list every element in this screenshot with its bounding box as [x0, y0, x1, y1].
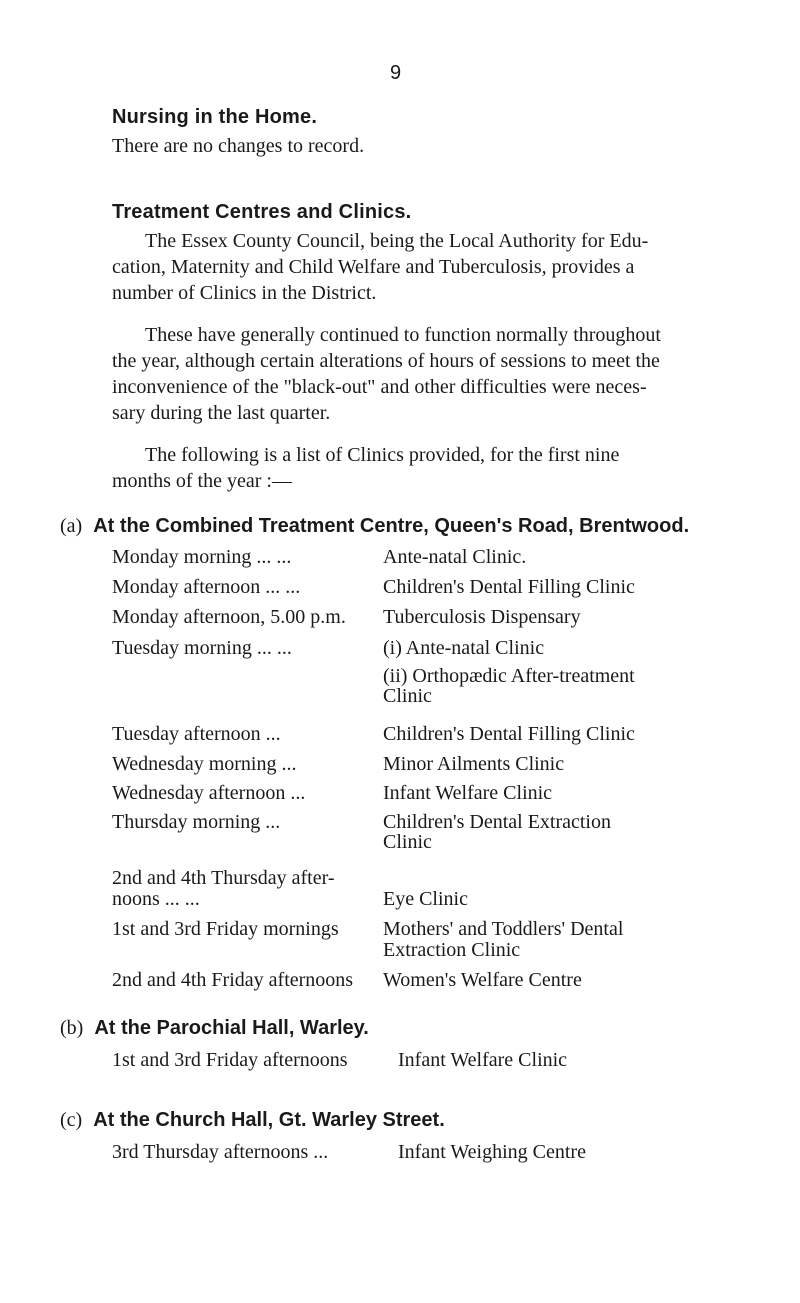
text-line: sary during the last quarter. [112, 402, 331, 424]
text-line: These have generally continued to function normally throughout [145, 324, 661, 346]
treatment-para-3 [112, 442, 717, 494]
schedule-clinic: Mothers' and Toddlers' Dental [383, 918, 624, 940]
nursing-text: There are no changes to record. [112, 135, 365, 157]
schedule-day: Monday afternoon ... ... [112, 576, 301, 598]
schedule-clinic: Children's Dental Extraction [383, 811, 611, 833]
schedule-clinic: Extraction Clinic [383, 939, 521, 961]
schedule-clinic: Tuberculosis Dispensary [383, 606, 581, 628]
schedule-clinic: Women's Welfare Centre [383, 969, 582, 991]
schedule-clinic: Infant Weighing Centre [398, 1141, 586, 1163]
schedule-clinic: Infant Welfare Clinic [398, 1049, 568, 1071]
section-b-title: At the Parochial Hall, Warley. [94, 1017, 369, 1039]
schedule-clinic: Ante-natal Clinic. [383, 546, 527, 568]
schedule-clinic: (ii) Orthopædic After-treatment [383, 665, 635, 687]
treatment-para-2 [112, 322, 717, 426]
schedule-day: Wednesday afternoon ... [112, 782, 306, 804]
schedule-day: Thursday morning ... [112, 811, 281, 833]
text-line: the year, although certain alterations of hours of sessions to meet the [112, 350, 660, 372]
section-a-title: At the Combined Treatment Centre, Queen's Road, Brentwood. [93, 515, 690, 537]
text-line: The following is a list of Clinics provided, for the first nine [145, 444, 620, 466]
schedule-clinic: (i) Ante-natal Clinic [383, 637, 545, 659]
text-line: number of Clinics in the District. [112, 282, 377, 304]
schedule-clinic: Children's Dental Filling Clinic [383, 576, 635, 598]
schedule-clinic: Clinic [383, 831, 432, 853]
schedule-clinic: Minor Ailments Clinic [383, 753, 565, 775]
schedule-day: Tuesday afternoon ... [112, 723, 281, 745]
schedule-day: 3rd Thursday afternoons ... [112, 1141, 329, 1163]
schedule-day: Tuesday morning ... ... [112, 637, 292, 659]
text-line: cation, Maternity and Child Welfare and Tuberculosis, provides a [112, 256, 635, 278]
section-b-label: (b) [60, 1017, 84, 1039]
treatment-para-1 [112, 228, 717, 306]
text-line: The Essex County Council, being the Local Authority for Edu- [145, 230, 649, 252]
schedule-day: 2nd and 4th Friday afternoons [112, 969, 354, 991]
section-c-title: At the Church Hall, Gt. Warley Street. [93, 1109, 445, 1131]
text-line: inconvenience of the "black-out" and other difficulties were neces- [112, 376, 647, 398]
schedule-day: Monday morning ... ... [112, 546, 292, 568]
schedule-clinic: Children's Dental Filling Clinic [383, 723, 635, 745]
schedule-day: 1st and 3rd Friday mornings [112, 918, 339, 940]
page-number: 9 [390, 62, 402, 84]
schedule-day: 2nd and 4th Thursday after- [112, 867, 335, 889]
schedule-clinic: Eye Clinic [383, 888, 468, 910]
schedule-clinic: Infant Welfare Clinic [383, 782, 553, 804]
schedule-day: noons ... ... [112, 888, 200, 910]
schedule-clinic: Clinic [383, 685, 432, 707]
schedule-day: Wednesday morning ... [112, 753, 297, 775]
text-line: months of the year :— [112, 470, 292, 492]
schedule-day: 1st and 3rd Friday afternoons [112, 1049, 348, 1071]
treatment-heading: Treatment Centres and Clinics. [112, 201, 412, 223]
section-a-label: (a) [60, 515, 83, 537]
nursing-heading: Nursing in the Home. [112, 106, 318, 128]
section-c-label: (c) [60, 1109, 83, 1131]
schedule-day: Monday afternoon, 5.00 p.m. [112, 606, 346, 628]
